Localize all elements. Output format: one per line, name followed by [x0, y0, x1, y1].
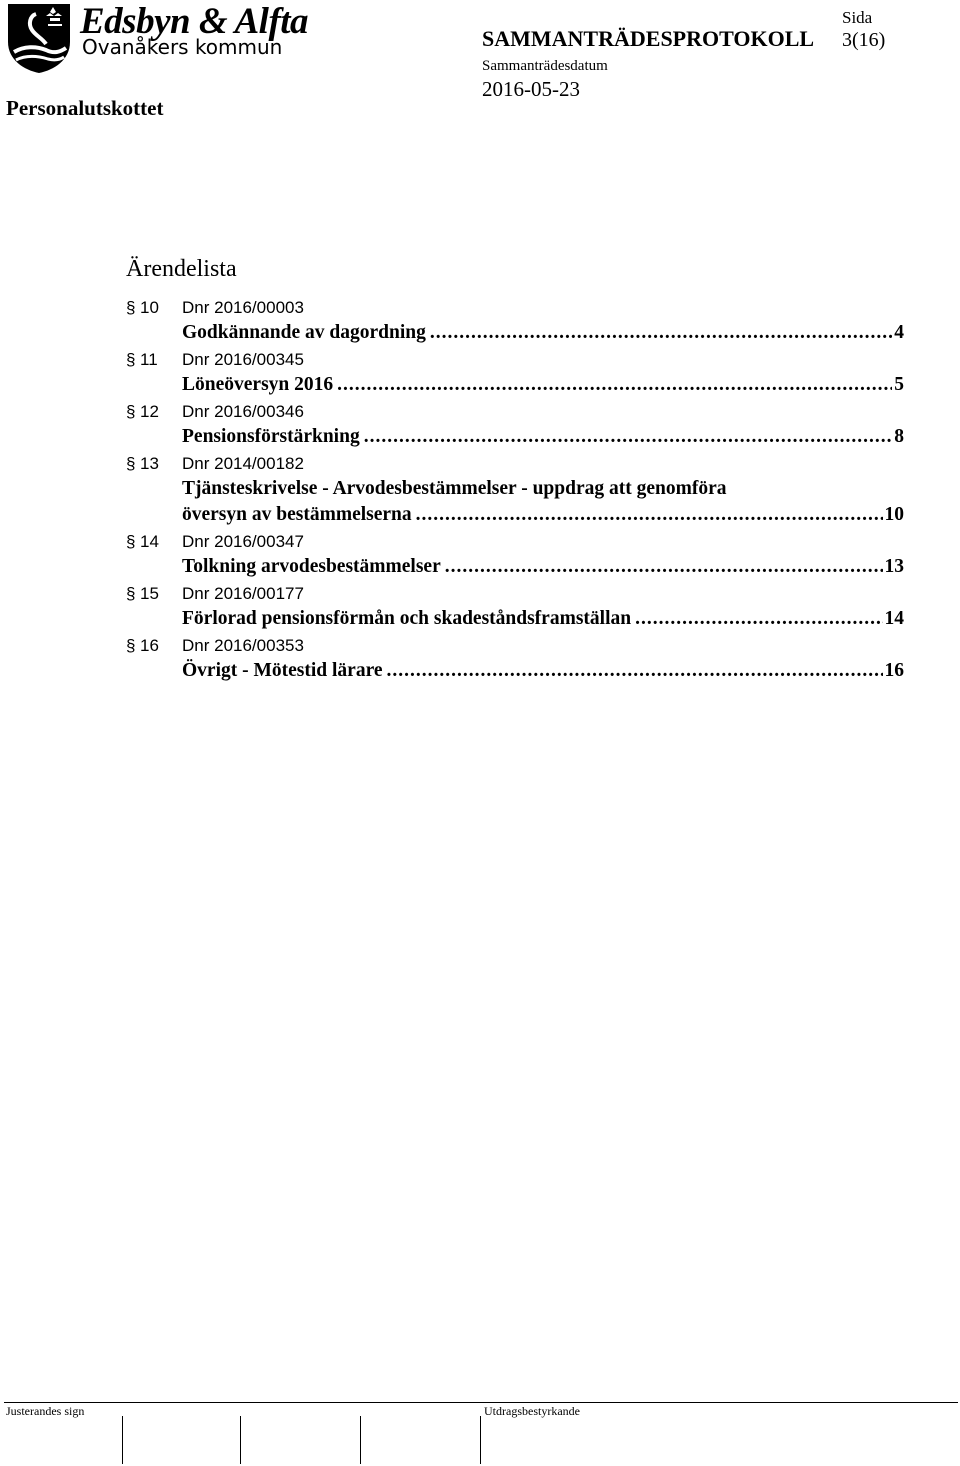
footer-sign-label: Justerandes sign: [6, 1404, 85, 1418]
toc-item[interactable]: [126, 348, 904, 398]
footer-extract-label: Utdragsbestyrkande: [484, 1404, 580, 1418]
toc-dot-leader: [445, 554, 883, 580]
toc-item-dnr: Dnr 2016/00345: [182, 350, 304, 369]
toc-item-title-line: Tjänsteskrivelse - Arvodesbestämmelser - uppdrag att genomföra: [182, 478, 727, 499]
toc-item[interactable]: [126, 634, 904, 684]
toc-item-dnr: Dnr 2016/00003: [182, 298, 304, 317]
toc-dot-leader: [387, 658, 883, 684]
meeting-date-value: 2016-05-23: [482, 77, 580, 101]
section-symbol: §: [126, 584, 136, 603]
brand-name: Edsbyn & Alfta: [80, 1, 309, 42]
toc-item-title: Förlorad pensionsförmån och skadeståndsframställan: [182, 608, 632, 629]
toc-item-page: 10: [884, 504, 904, 525]
toc-dot-leader: [416, 502, 883, 528]
signature-box-divider: [360, 1416, 361, 1464]
toc-item-title: Tolkning arvodesbestämmelser: [182, 556, 441, 577]
section-symbol: §: [126, 298, 136, 317]
toc-item-title: Pensionsförstärkning: [182, 426, 360, 447]
toc-item-number: 15: [140, 584, 159, 603]
toc-dot-leader: [337, 372, 892, 398]
toc-item-dnr: Dnr 2016/00353: [182, 636, 304, 655]
section-symbol: §: [126, 350, 136, 369]
toc-heading: Ärendelista: [126, 256, 237, 282]
committee-name: Personalutskottet: [6, 96, 164, 120]
toc-item-page: 14: [884, 608, 904, 629]
section-symbol: §: [126, 402, 136, 421]
signature-box-divider: [122, 1416, 123, 1464]
toc-item-title: Godkännande av dagordning: [182, 322, 426, 343]
toc-item-page: 5: [894, 374, 904, 395]
toc-item-number: 14: [140, 532, 159, 551]
toc-item-page: 16: [884, 660, 904, 681]
signature-box-divider: [240, 1416, 241, 1464]
document-type: SAMMANTRÄDESPROTOKOLL: [482, 26, 815, 51]
signature-box-divider: [480, 1416, 481, 1464]
toc-item-number: 16: [140, 636, 159, 655]
page-number: 3(16): [842, 29, 886, 51]
toc-item-dnr: Dnr 2016/00347: [182, 532, 304, 551]
toc-item-page: 8: [894, 426, 904, 447]
toc-item-dnr: Dnr 2016/00177: [182, 584, 304, 603]
footer-divider: [4, 1402, 958, 1403]
toc-item-page: 4: [894, 322, 904, 343]
toc-dot-leader: [364, 424, 893, 450]
section-symbol: §: [126, 636, 136, 655]
toc-dot-leader: [430, 320, 892, 346]
toc-item-dnr: Dnr 2014/00182: [182, 454, 304, 473]
toc-item-page: 13: [884, 556, 904, 577]
toc-dot-leader: [635, 606, 882, 632]
brand-subtitle: Ovanåkers kommun: [82, 35, 283, 59]
section-symbol: §: [126, 454, 136, 473]
toc-item[interactable]: [126, 400, 904, 450]
toc-item-dnr: Dnr 2016/00346: [182, 402, 304, 421]
section-symbol: §: [126, 532, 136, 551]
toc-item[interactable]: [126, 296, 904, 346]
toc-item-number: 12: [140, 402, 159, 421]
toc-item-title: översyn av bestämmelserna: [182, 504, 412, 525]
toc-item-number: 13: [140, 454, 159, 473]
toc-item-number: 10: [140, 298, 159, 317]
toc-item[interactable]: [126, 582, 904, 632]
toc-item-title: Löneöversyn 2016: [182, 374, 334, 395]
toc-list: [126, 296, 904, 686]
municipality-crest-icon: [6, 2, 72, 74]
toc-item-number: 11: [140, 350, 158, 369]
toc-item[interactable]: [126, 452, 904, 528]
toc-item-title: Övrigt - Mötestid lärare: [182, 660, 383, 681]
page-label: Sida: [842, 8, 873, 27]
toc-item[interactable]: [126, 530, 904, 580]
meeting-date-label: Sammanträdesdatum: [482, 58, 608, 74]
